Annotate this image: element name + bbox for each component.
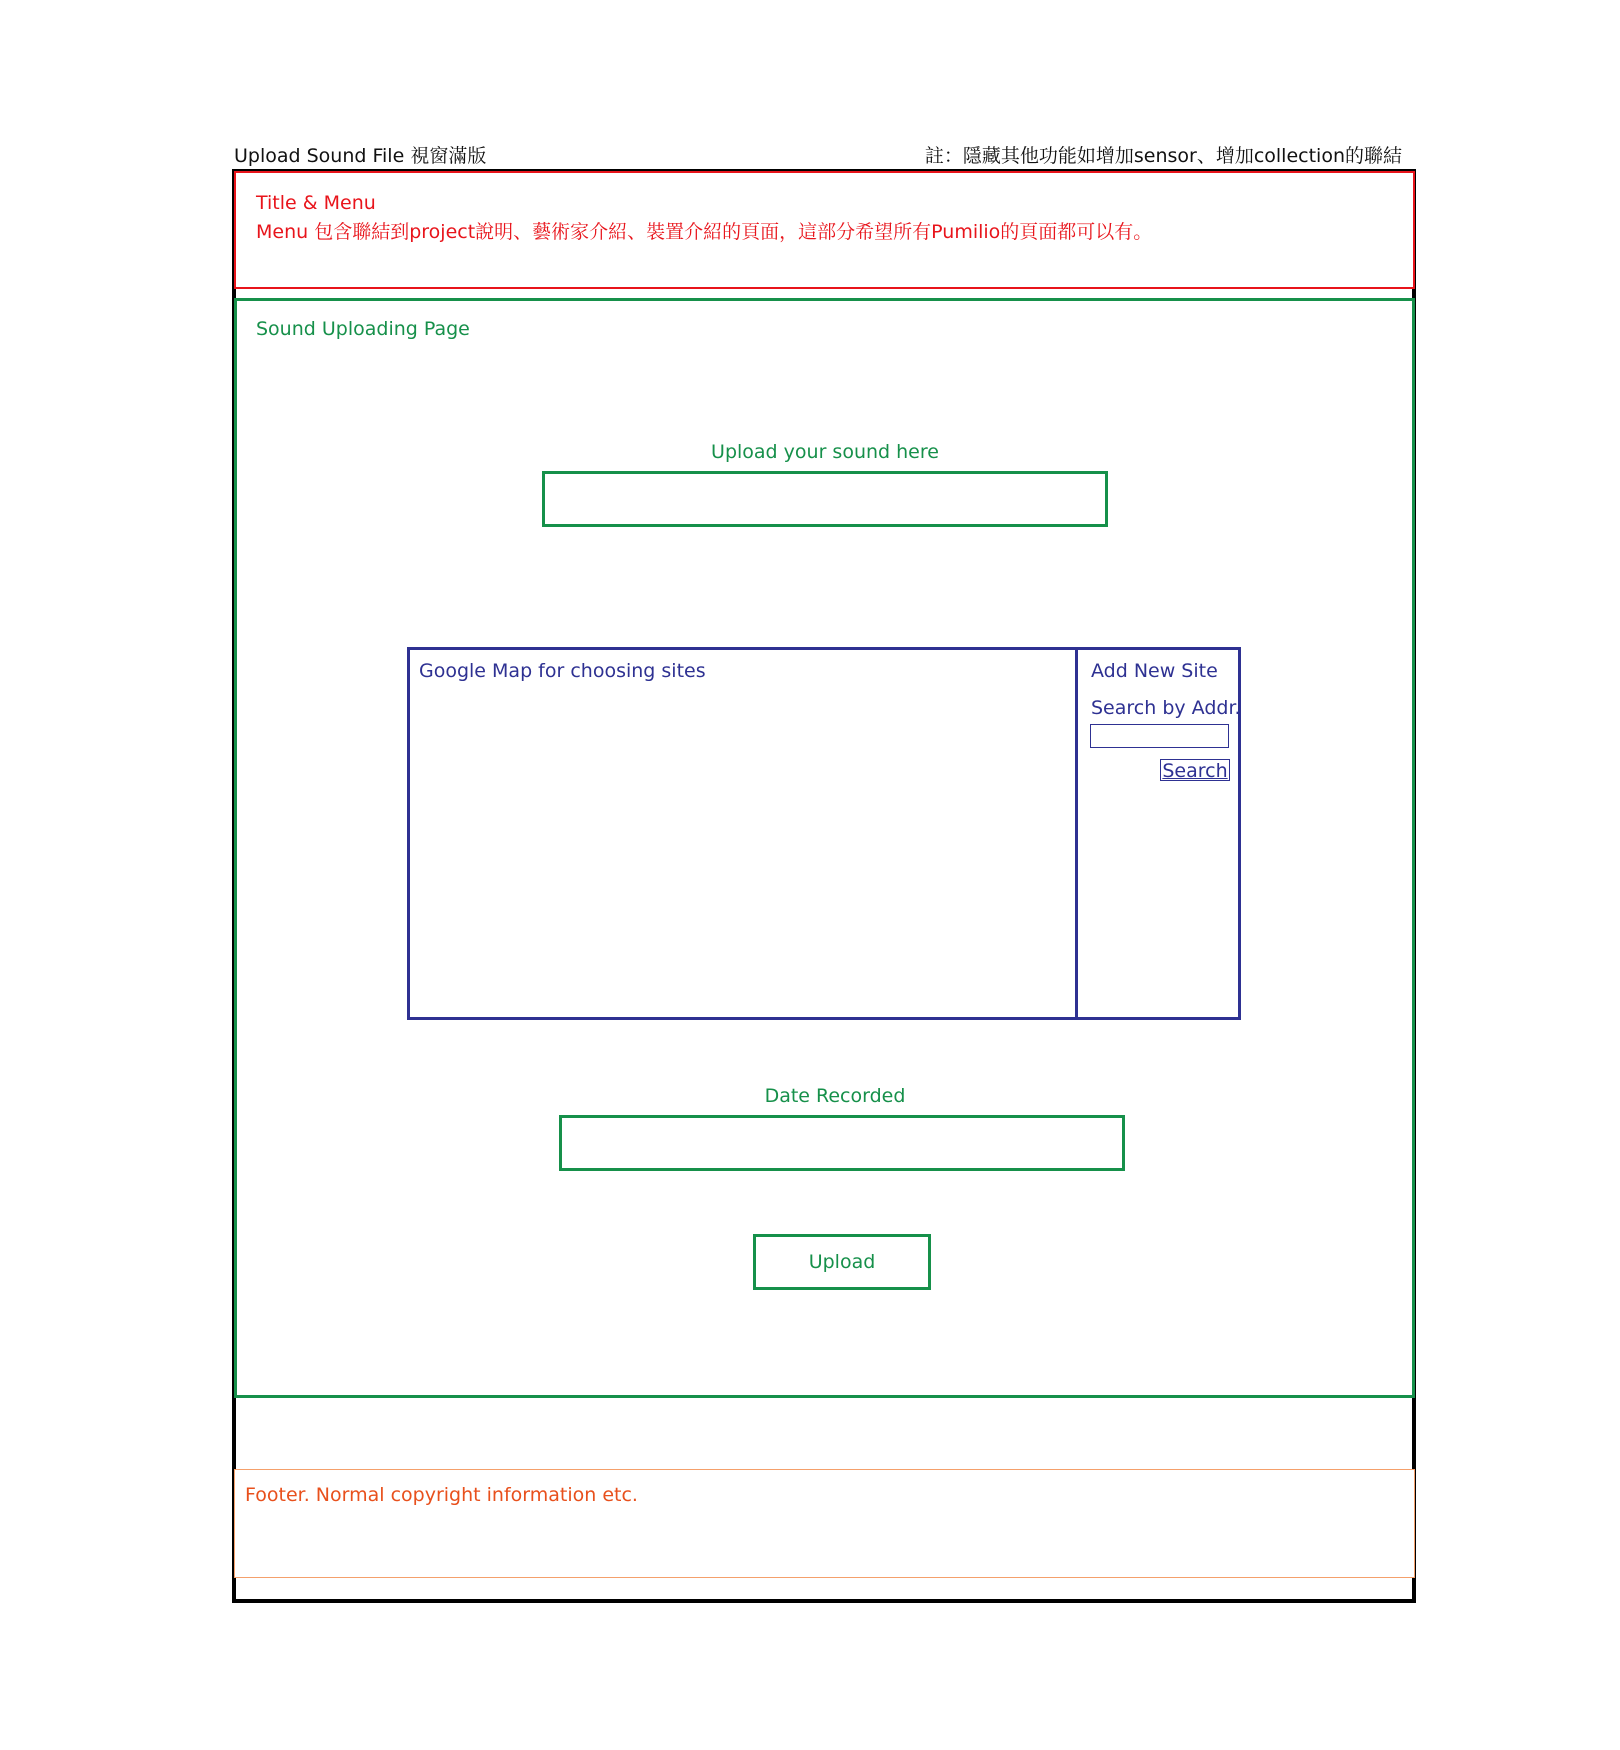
address-search-input[interactable] bbox=[1090, 724, 1229, 748]
header-title: Title & Menu bbox=[256, 192, 376, 214]
wireframe-note: 註：隱藏其他功能如增加sensor、增加collection的聯結 bbox=[924, 145, 1402, 167]
add-new-site-label: Add New Site bbox=[1091, 660, 1218, 682]
search-button[interactable]: Search bbox=[1160, 759, 1230, 781]
google-map-area[interactable] bbox=[407, 647, 1078, 1020]
footer-text: Footer. Normal copyright information etc. bbox=[245, 1484, 638, 1506]
upload-sound-field[interactable] bbox=[542, 471, 1108, 527]
date-recorded-label: Date Recorded bbox=[764, 1085, 906, 1107]
search-by-address-label: Search by Addr. bbox=[1091, 697, 1241, 719]
page-title: Sound Uploading Page bbox=[256, 318, 470, 340]
header-menu-note: Menu 包含聯結到project說明、藝術家介紹、裝置介紹的頁面，這部分希望所有Pumilio的頁面都可以有。 bbox=[256, 221, 1153, 243]
map-label: Google Map for choosing sites bbox=[419, 660, 706, 682]
upload-button[interactable]: Upload bbox=[753, 1234, 931, 1290]
date-recorded-field[interactable] bbox=[559, 1115, 1125, 1171]
wireframe-title: Upload Sound File 視窗滿版 bbox=[234, 145, 487, 167]
upload-sound-label: Upload your sound here bbox=[711, 441, 939, 463]
